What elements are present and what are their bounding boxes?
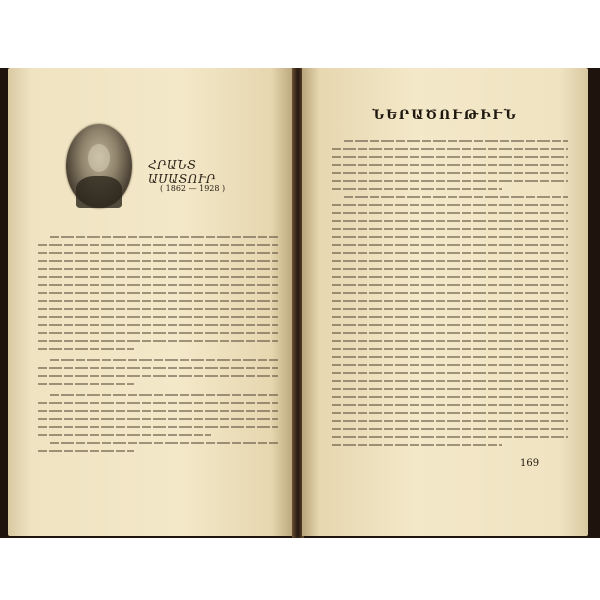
text-line (344, 140, 568, 142)
text-line (38, 292, 278, 294)
text-line (38, 260, 278, 262)
text-line (332, 180, 568, 182)
page-number: 169 (520, 458, 540, 469)
text-line (332, 348, 568, 350)
text-line (38, 324, 278, 326)
text-line (332, 428, 568, 430)
text-line (38, 268, 278, 270)
text-line (332, 356, 568, 358)
text-line (332, 404, 568, 406)
left-page-body-text (38, 236, 278, 458)
text-line (50, 359, 278, 361)
text-line (332, 412, 568, 414)
text-line (38, 276, 278, 278)
text-line (50, 236, 278, 238)
text-line (332, 148, 568, 150)
text-line (332, 324, 568, 326)
text-line (332, 276, 568, 278)
text-line (332, 340, 568, 342)
text-line (38, 332, 278, 334)
author-portrait (66, 124, 132, 208)
right-page-body-text (332, 140, 568, 452)
text-line (38, 426, 278, 428)
text-line (50, 442, 278, 444)
text-line (38, 367, 278, 369)
text-line (38, 284, 278, 286)
text-line (332, 212, 568, 214)
text-line (332, 436, 568, 438)
text-line (38, 244, 278, 246)
text-line (38, 418, 278, 420)
text-line (332, 252, 568, 254)
text-line (332, 220, 568, 222)
text-line (38, 348, 134, 350)
right-page (302, 68, 588, 536)
portrait-coat (76, 176, 122, 208)
text-line (38, 450, 134, 452)
portrait-face (88, 144, 110, 172)
text-line (332, 332, 568, 334)
open-book (0, 68, 600, 538)
text-line (332, 164, 568, 166)
text-line (332, 188, 502, 190)
portrait-caption-dates: ( 1862 — 1928 ) (160, 184, 226, 193)
left-page (8, 68, 294, 536)
text-line (332, 156, 568, 158)
text-line (332, 260, 568, 262)
portrait-caption-name: ՀՐԱՆՏ ԱՍԱՏՈՒՐ (148, 158, 216, 186)
text-line (332, 284, 568, 286)
text-line (332, 292, 568, 294)
text-line (332, 268, 568, 270)
text-line (332, 364, 568, 366)
text-line (332, 396, 568, 398)
text-line (332, 316, 568, 318)
text-line (332, 300, 568, 302)
text-line (332, 172, 568, 174)
text-line (50, 394, 278, 396)
text-line (332, 228, 568, 230)
text-line (332, 388, 568, 390)
text-line (332, 420, 568, 422)
text-line (38, 434, 211, 436)
text-line (344, 196, 568, 198)
text-line (38, 252, 278, 254)
text-line (38, 308, 278, 310)
text-line (38, 383, 134, 385)
text-line (332, 308, 568, 310)
text-line (332, 204, 568, 206)
text-line (332, 236, 568, 238)
text-line (332, 444, 502, 446)
text-line (332, 244, 568, 246)
text-line (38, 316, 278, 318)
text-line (38, 410, 278, 412)
text-line (38, 402, 278, 404)
text-line (332, 372, 568, 374)
text-line (38, 375, 278, 377)
text-line (38, 340, 278, 342)
page-title: ՆԵՐԱԾՈՒԹԻՒՆ (372, 108, 518, 123)
text-line (332, 380, 568, 382)
text-line (38, 300, 278, 302)
